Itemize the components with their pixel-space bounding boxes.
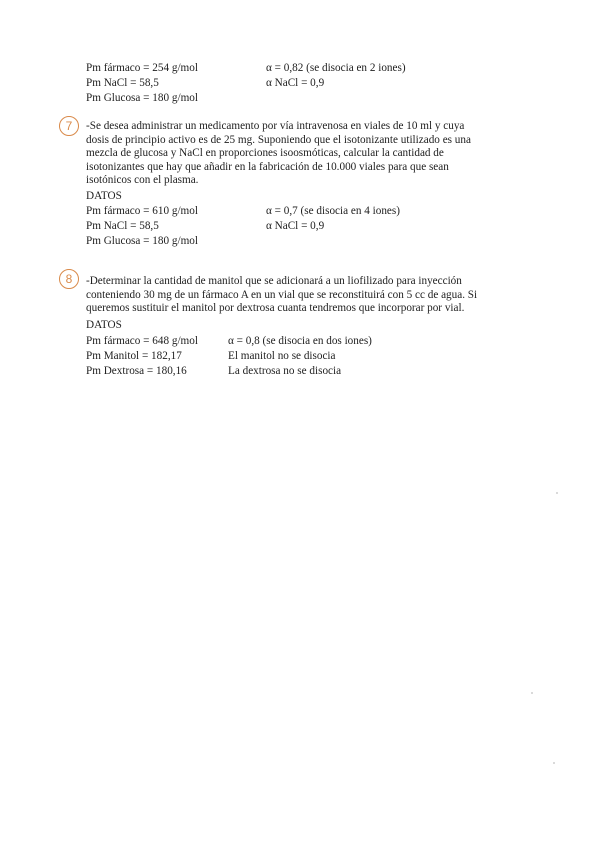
problem-7-statement	[86, 120, 520, 188]
problem-8-right-line-1: α = 0,8 (se disocia en dos iones)	[228, 335, 372, 347]
problem-8-right-line-2: El manitol no se disocia	[228, 350, 336, 362]
problem-7-datos-label: DATOS	[86, 190, 122, 202]
problem-8-left-line-3: Pm Dextrosa = 180,16	[86, 365, 187, 377]
problem-7-number-circle: 7	[59, 116, 79, 136]
top-left-line-3: Pm Glucosa = 180 g/mol	[86, 92, 198, 104]
problem-8-datos-label: DATOS	[86, 319, 122, 331]
problem-8-line-2: conteniendo 30 mg de un fármaco A en un vial que se reconstituirá con 5 cc de agua. Si	[86, 288, 478, 301]
scan-speck	[531, 692, 533, 694]
problem-7-right-line-2: α NaCl = 0,9	[266, 220, 325, 232]
problem-8-statement	[86, 275, 520, 316]
problem-7-left-line-1: Pm fármaco = 610 g/mol	[86, 205, 198, 217]
top-right-line-2: α NaCl = 0,9	[266, 77, 325, 89]
scan-speck	[553, 762, 555, 764]
problem-7-line-5: isotónicos con el plasma.	[86, 174, 199, 186]
problem-7-right-line-1: α = 0,7 (se disocia en 4 iones)	[266, 205, 400, 217]
problem-8-line-3: queremos sustituir el manitol por dextrosa cuanta tendremos que incorporar por vial.	[86, 302, 465, 314]
problem-8-right-line-3: La dextrosa no se disocia	[228, 365, 342, 377]
problem-7-line-2: dosis de principio activo es de 25 mg. Suponiendo que el isotonizante utilizado es una	[86, 133, 471, 146]
top-left-line-2: Pm NaCl = 58,5	[86, 77, 159, 89]
problem-7-line-1: -Se desea administrar un medicamento por vía intravenosa en viales de 10 ml y cuya	[86, 120, 465, 132]
scan-speck	[556, 492, 558, 494]
problem-8-left-line-2: Pm Manitol = 182,17	[86, 350, 182, 362]
problem-7-left-line-2: Pm NaCl = 58,5	[86, 220, 159, 232]
problem-8-left-line-1: Pm fármaco = 648 g/mol	[86, 335, 198, 347]
problem-8-line-1: -Determinar la cantidad de manitol que se adicionará a un liofilizado para inyección	[86, 275, 462, 287]
top-left-line-1: Pm fármaco = 254 g/mol	[86, 62, 198, 74]
problem-8-number-circle: 8	[59, 269, 79, 289]
problem-7-left-line-3: Pm Glucosa = 180 g/mol	[86, 235, 198, 247]
problem-7-line-3: mezcla de glucosa y NaCl en proporciones isoosmóticas, calcular la cantidad de	[86, 147, 444, 159]
problem-7-line-4: isotonizantes que hay que añadir en la fabricación de 10.000 viales para que sean	[86, 160, 449, 173]
top-right-line-1: α = 0,82 (se disocia en 2 iones)	[266, 62, 406, 74]
